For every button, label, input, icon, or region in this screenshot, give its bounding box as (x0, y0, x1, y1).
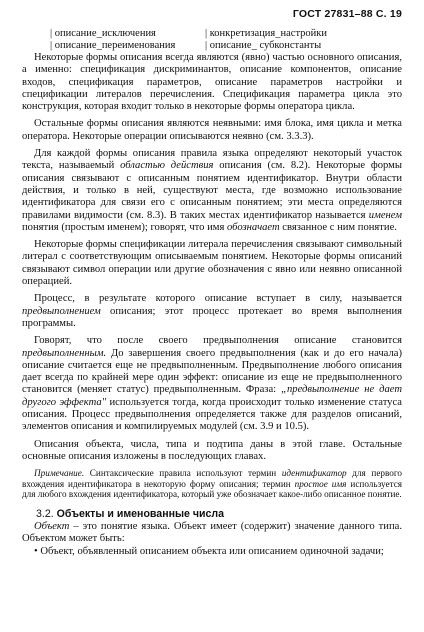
term: „предвыполнение не дает другого эффекта" (22, 384, 402, 408)
syntax-item: | описание_исключения (50, 28, 156, 39)
term: идентификатор (281, 468, 347, 479)
paragraph: Описания объекта, числа, типа и подтипа даны в этой главе. Остальные основные описания изложены в последующих главах. (22, 438, 402, 462)
syntax-line (50, 40, 402, 52)
term: предвыполнением (22, 305, 101, 317)
paragraph: Процесс, в результате которого описание вступает в силу, называется предвыполнением описания; этот процесс протекает во время выполнения программы. (22, 293, 402, 329)
syntax-rule (50, 28, 402, 52)
list-item: • Объект, объявленный описанием объекта или описанием одиночной задачи; (34, 545, 384, 557)
term: обозначает (227, 221, 280, 233)
term: простое имя (294, 478, 347, 489)
paragraph: Некоторые формы описания всегда являются (явно) частью основного описания, а именно: спецификация дискриминантов, описание компонентов, описание входов, спецификация параметров, описание параметров настройки и спецификации литералов перечисления. Спецификация параметра цикла это конструкция, которая входит только в некоторые формы оператора цикла. (22, 52, 402, 113)
page-header: ГОСТ 27831–88 С. 19 (292, 8, 402, 20)
paragraph: Говорят, что после своего предвыполнения описание становится предвыполненным. До завершения своего предвыполнения (как и до его начала) описание считается еще не предвыполненным. Предвыполнение любого описания дает всегда по крайней мере один эффект: описание из еще не предвыполненного становится (меняет статус) предвыполненным. Фраза: „предвыполнение не дает другого эффекта" используется тогда, когда происходит только изменение статуса описания. Процесс предвыполнения определяется также для разделов описаний, элементов описания и компилируемых модулей (см. 3.9 и 10.5). (22, 335, 403, 433)
syntax-item: | конкретизация_настройки (205, 28, 328, 39)
section-heading: 3.2. Объекты и именованные числа (36, 507, 225, 520)
syntax-item: | описание_переименования (50, 40, 176, 51)
paragraph: Объект – это понятие языка. Объект имеет (содержит) значение данного типа. Объектом может быть: (22, 520, 402, 545)
paragraph: Остальные формы описания являются неявными: имя блока, имя цикла и метка оператора. Некоторые операции описываются неявно (см. 3.3.3). (22, 118, 402, 142)
note: Примечание. Синтаксические правила используют термин идентификатор для первого вхождения идентификатора в некоторую форму описания; термин простое имя используется для любого вхождения идентификатора, который уже обозначает какое-либо описанное понятие. (22, 468, 402, 500)
term: областью действия (120, 160, 214, 172)
term: Объект (34, 520, 70, 532)
syntax-line (50, 28, 402, 40)
syntax-item: | описание_ субконстанты (205, 40, 322, 51)
term: предвыполненным. (22, 347, 107, 359)
note-label: Примечание. (34, 468, 85, 479)
paragraph: Для каждой формы описания правила языка определяют некоторый участок текста, называемый областью действия описания (см. 8.2). Некоторые формы описания связывают с описанным понятием идентификатор. Внутри области действия, и только в ней, существуют места, где возможно использование идентификатора для связи его с описанным понятием; эти места определяются правилами видимости (см. 8.3). В таких местах идентификатор называется именем понятия (простым именем); говорят, что имя обозначает связанное с ним понятие. (22, 148, 402, 233)
term: именем (368, 209, 402, 221)
paragraph: Некоторые формы спецификации литерала перечисления связывают символьный литерал с соответствующим описываемым понятием. Некоторые формы описаний связывают символ операции или другие обозначения с явно или неявно описанной операцией. (22, 239, 402, 288)
